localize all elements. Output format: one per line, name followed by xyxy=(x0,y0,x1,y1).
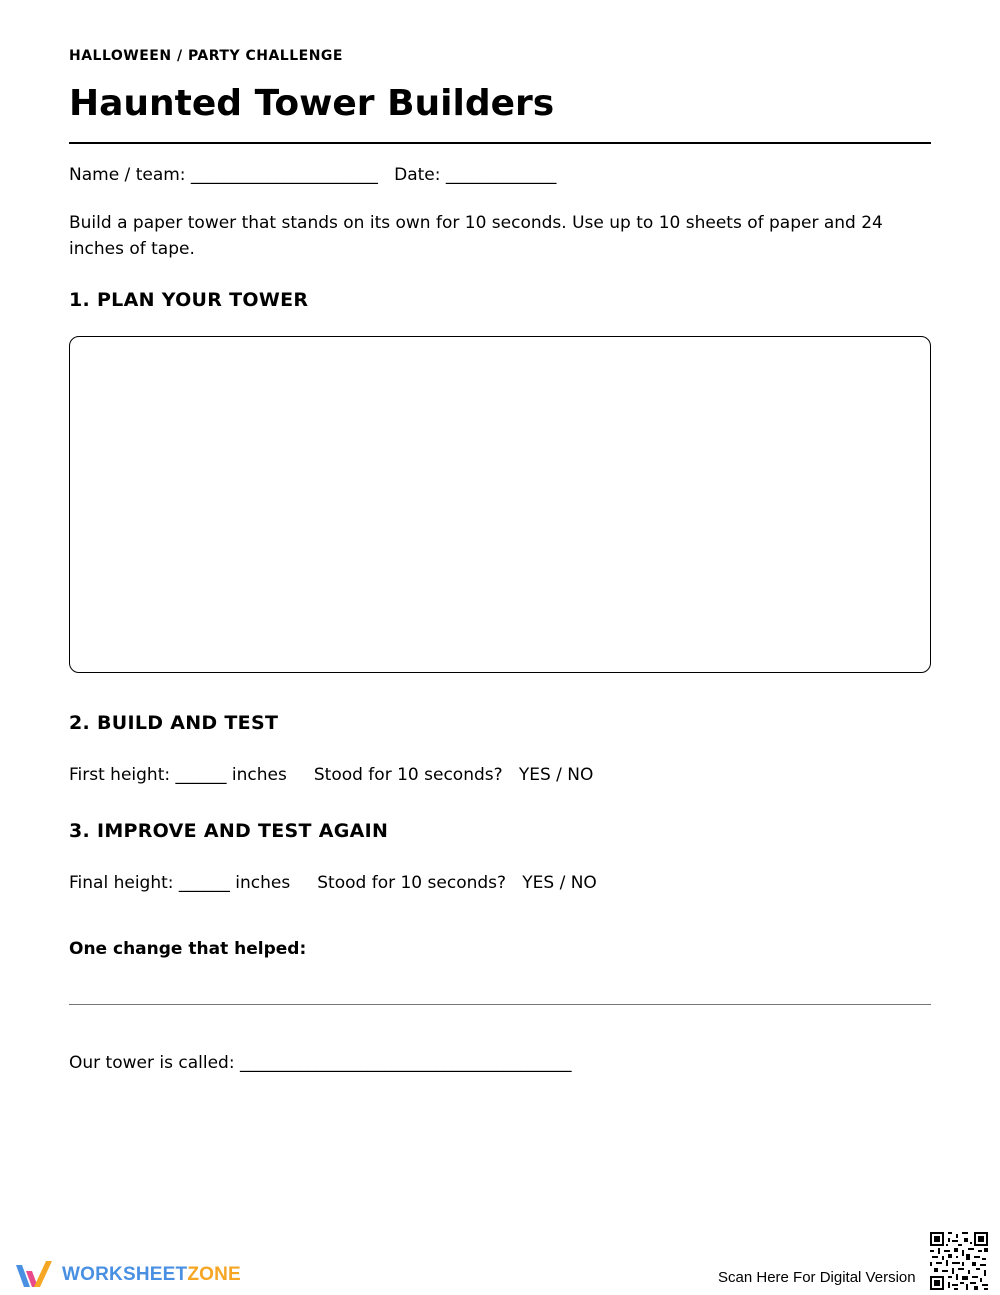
logo-text-worksheet: WORKSHEET xyxy=(62,1264,188,1285)
change-answer-line xyxy=(69,1004,931,1005)
worksheetzone-logo xyxy=(14,1259,241,1291)
section-heading-build: 2. BUILD AND TEST xyxy=(69,712,279,734)
title-divider xyxy=(69,142,931,144)
name-date-line: Name / team: ______________________ Date: _____________ xyxy=(69,165,557,185)
section-heading-improve: 3. IMPROVE AND TEST AGAIN xyxy=(69,820,389,842)
scan-caption: Scan Here For Digital Version xyxy=(718,1269,916,1286)
logo-text xyxy=(62,1264,241,1286)
logo-text-zone: ZONE xyxy=(187,1264,241,1285)
logo-w-icon xyxy=(14,1259,54,1291)
page-title: Haunted Tower Builders xyxy=(69,83,555,124)
final-test-result-line: Final height: ______ inches Stood for 10 seconds? YES / NO xyxy=(69,873,597,893)
section-heading-plan: 1. PLAN YOUR TOWER xyxy=(69,289,309,311)
first-test-result-line: First height: ______ inches Stood for 10 seconds? YES / NO xyxy=(69,765,594,785)
category-kicker: HALLOWEEN / PARTY CHALLENGE xyxy=(69,48,343,64)
tower-name-line: Our tower is called: _______________________________________ xyxy=(69,1053,572,1073)
plan-drawing-box xyxy=(69,336,931,673)
change-helped-label: One change that helped: xyxy=(69,939,307,959)
instructions-text: Build a paper tower that stands on its own for 10 seconds. Use up to 10 sheets of paper and 24 inches of tape. xyxy=(69,213,883,259)
qr-code-icon[interactable] xyxy=(930,1232,988,1290)
